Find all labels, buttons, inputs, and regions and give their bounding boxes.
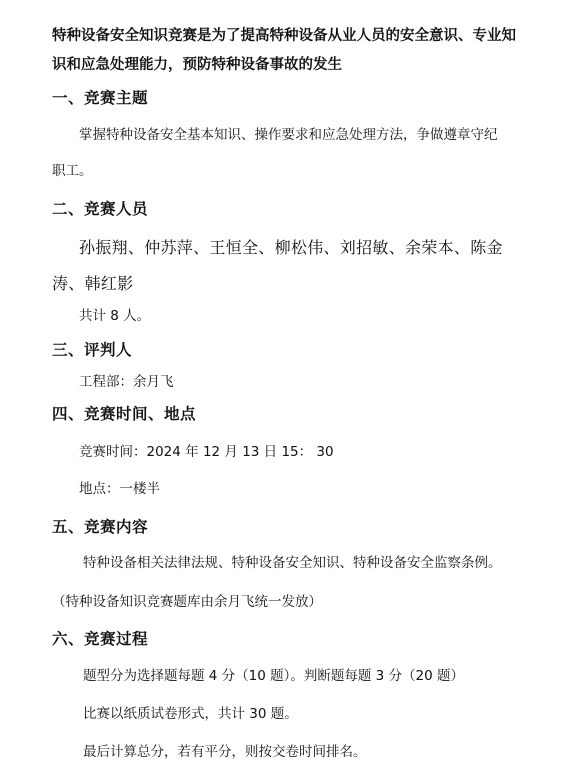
theme-text-line-2: 职工。	[52, 163, 93, 179]
participants-names-line-1: 孙振翔、仲苏萍、王恒全、柳松伟、刘招敏、余荣本、陈金	[79, 238, 503, 257]
section-heading-content: 五、竞赛内容	[52, 518, 149, 536]
participants-total: 共计 8 人。	[79, 308, 151, 324]
participants-names-line-2: 涛、韩红影	[52, 274, 134, 293]
competition-time: 竞赛时间：2024 年 12 月 13 日 15： 30	[79, 444, 334, 460]
process-text-line-2: 比赛以纸质试卷形式，共计 30 题。	[83, 706, 298, 722]
section-heading-process: 六、竞赛过程	[52, 630, 149, 648]
process-text-line-3: 最后计算总分，若有平分，则按交卷时间排名。	[83, 744, 367, 760]
content-text-line-2: （特种设备知识竞赛题库由余月飞统一发放）	[52, 594, 322, 610]
process-text-line-1: 题型分为选择题每题 4 分（10 题）。判断题每题 3 分（20 题）	[83, 668, 465, 684]
intro-line-2: 识和应急处理能力，预防特种设备事故的发生	[52, 57, 342, 73]
competition-place: 地点：一楼半	[79, 481, 160, 497]
section-heading-time-place: 四、竞赛时间、地点	[52, 405, 197, 423]
theme-text-line-1: 掌握特种设备安全基本知识、操作要求和应急处理方法，争做遵章守纪	[79, 127, 498, 143]
content-text-line-1: 特种设备相关法律法规、特种设备安全知识、特种设备安全监察条例。	[83, 555, 502, 571]
section-heading-judge: 三、评判人	[52, 341, 133, 359]
intro-line-1: 特种设备安全知识竞赛是为了提高特种设备从业人员的安全意识、专业知	[52, 28, 516, 44]
section-heading-participants: 二、竞赛人员	[52, 200, 149, 218]
section-heading-theme: 一、竞赛主题	[52, 89, 149, 107]
judge-text: 工程部：余月飞	[79, 374, 174, 390]
